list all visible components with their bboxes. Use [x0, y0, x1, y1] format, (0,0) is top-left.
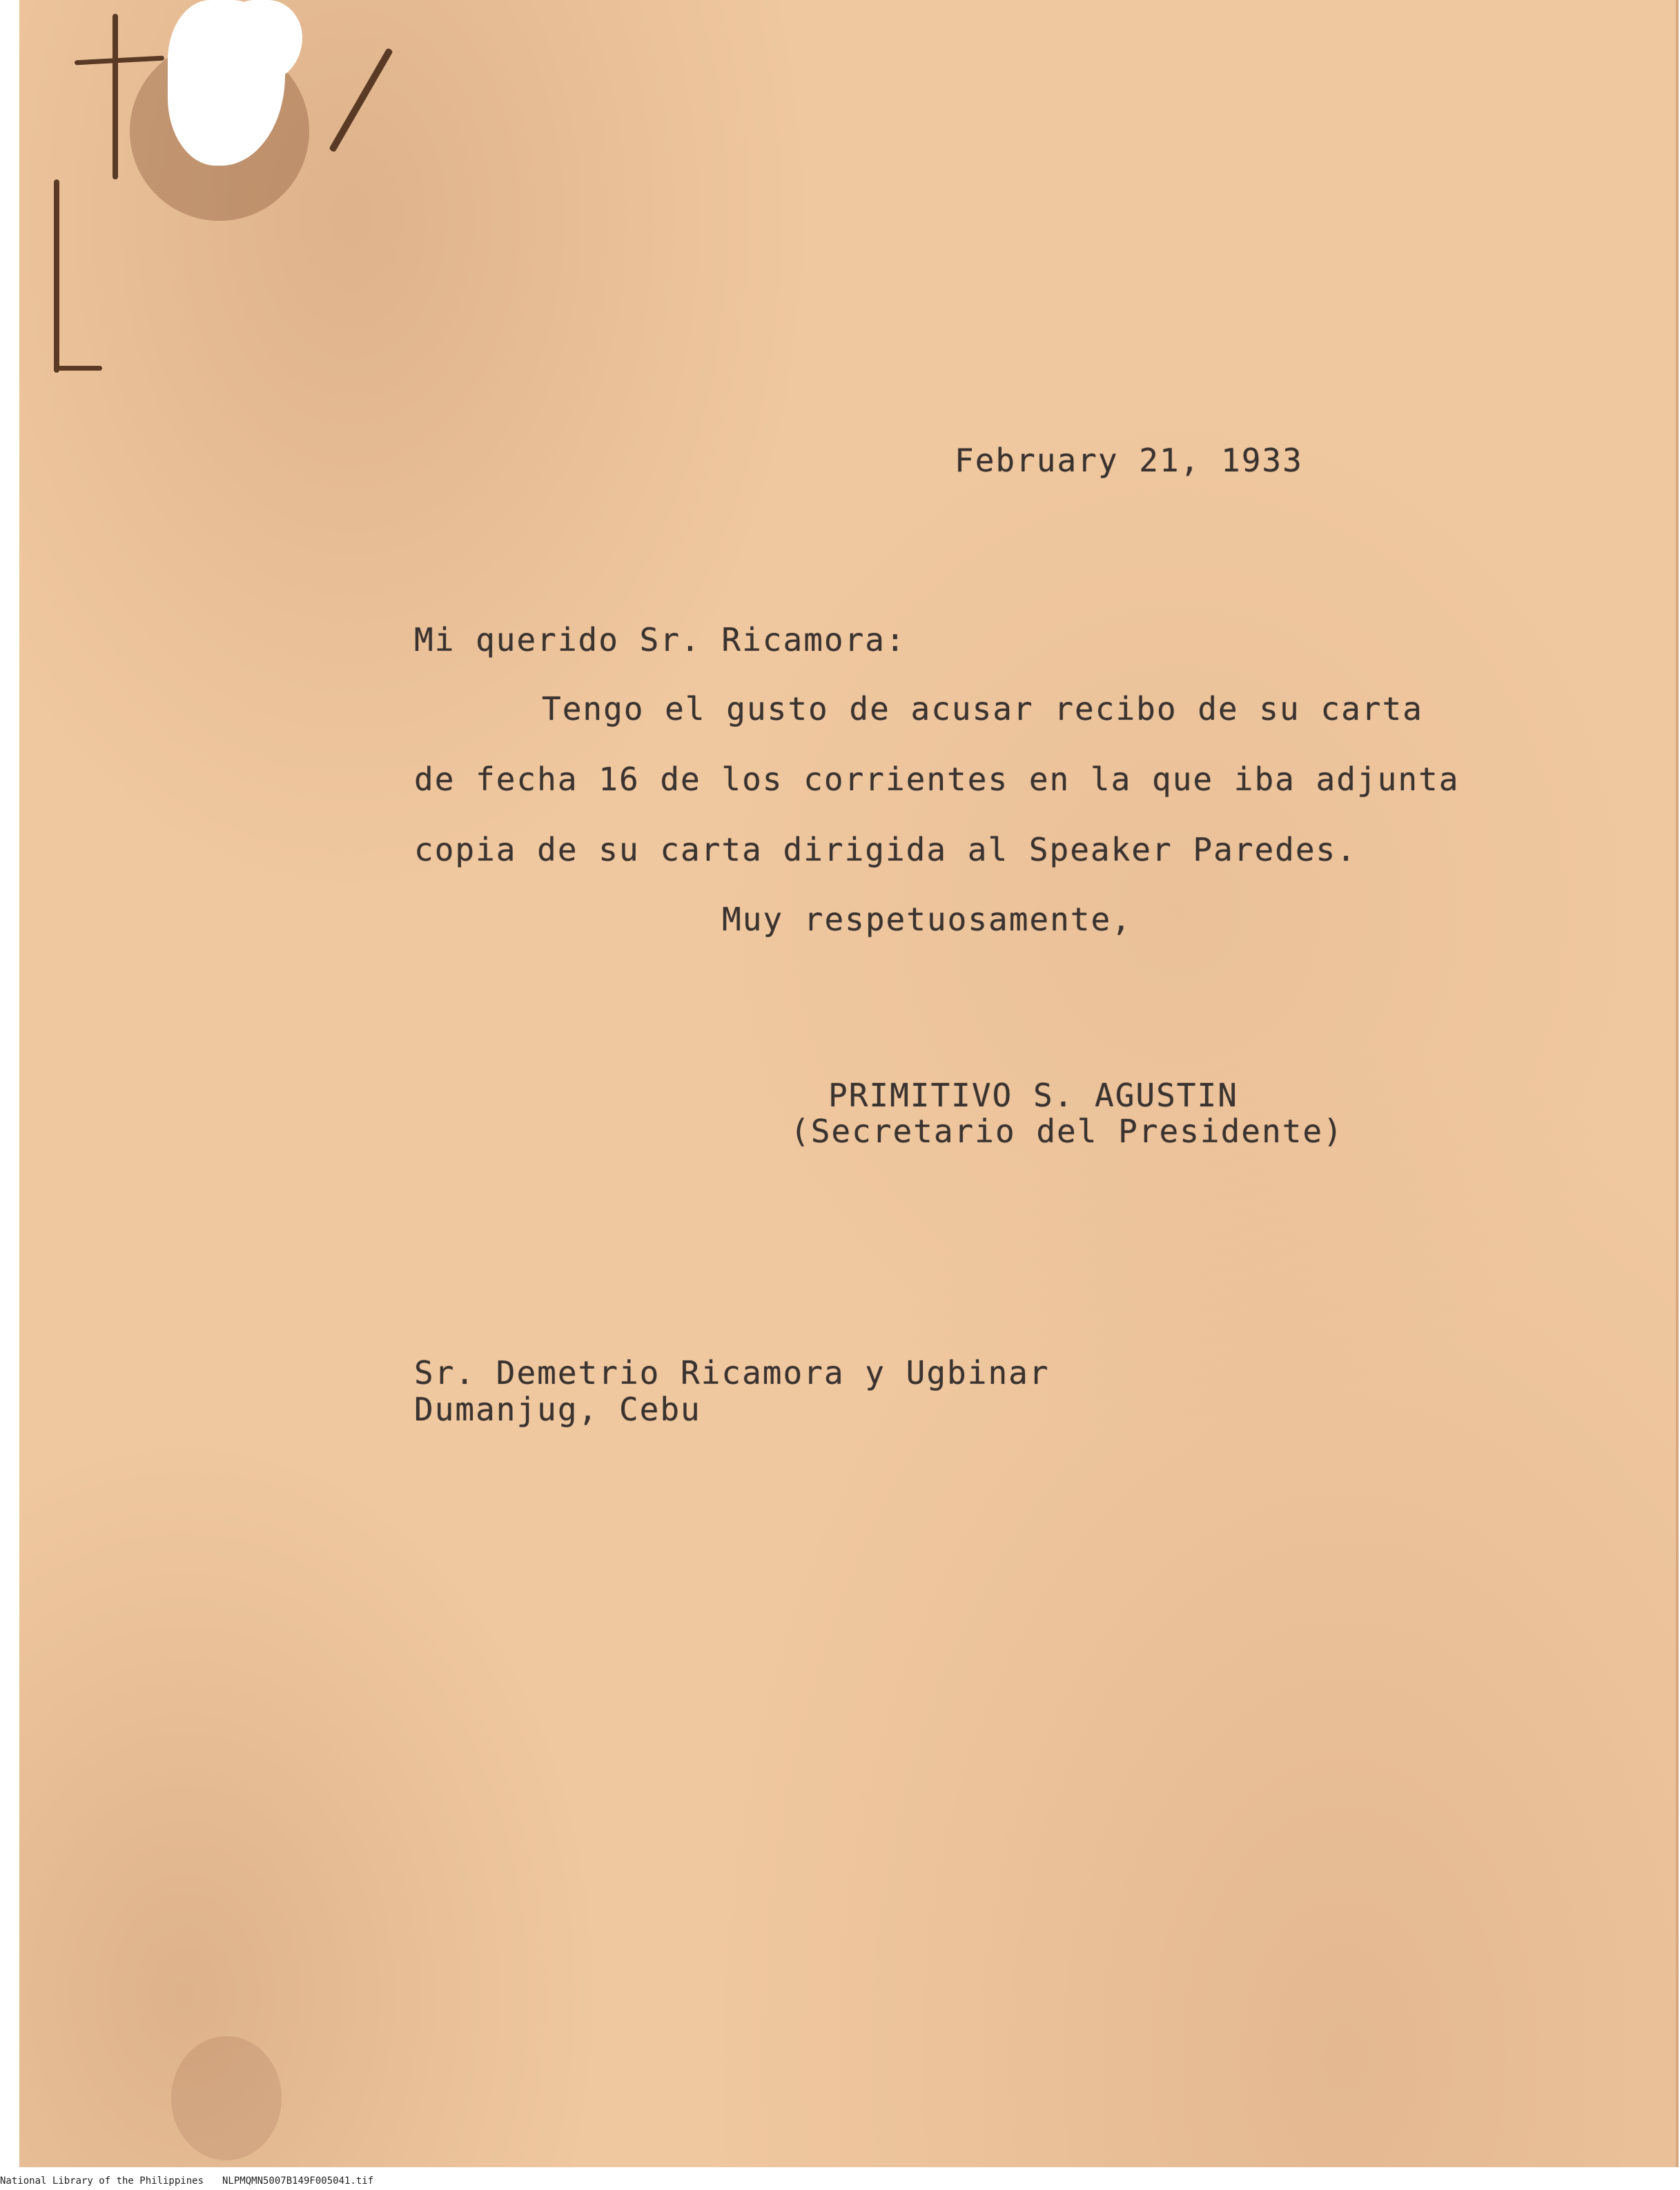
letter-closing: Muy respetuosamente, [722, 901, 1132, 938]
age-stain [171, 2036, 282, 2160]
signature-title: (Secretario del Presidente) [790, 1113, 1344, 1150]
letter-salutation: Mi querido Sr. Ricamora: [414, 621, 906, 658]
recipient-address: Dumanjug, Cebu [414, 1391, 701, 1428]
letter-body-line-1: Tengo el gusto de acusar recibo de su carta [542, 690, 1423, 727]
handwritten-mark-vertical [113, 14, 118, 179]
signature-name: PRIMITIVO S. AGUSTIN [828, 1077, 1238, 1114]
footer-file-name: NLPMQMN5007B149F005041.tif [222, 2176, 374, 2187]
letter-body-line-3: copia de su carta dirigida al Speaker Paredes. [414, 831, 1357, 868]
footer-institution: National Library of the Philippines [0, 2176, 204, 2187]
handwritten-mark-horizontal [75, 56, 164, 66]
letter-body-line-2: de fecha 16 de los corrientes en la que iba adjunta [414, 761, 1460, 798]
handwritten-mark-slash [329, 48, 393, 153]
torn-area-small [226, 0, 302, 83]
recipient-name: Sr. Demetrio Ricamora y Ugbinar [414, 1354, 1050, 1391]
handwritten-mark-curve [54, 179, 59, 373]
letter-date: February 21, 1933 [955, 442, 1303, 479]
paper-sheet [19, 0, 1679, 2167]
handwritten-mark-hook [54, 366, 102, 371]
